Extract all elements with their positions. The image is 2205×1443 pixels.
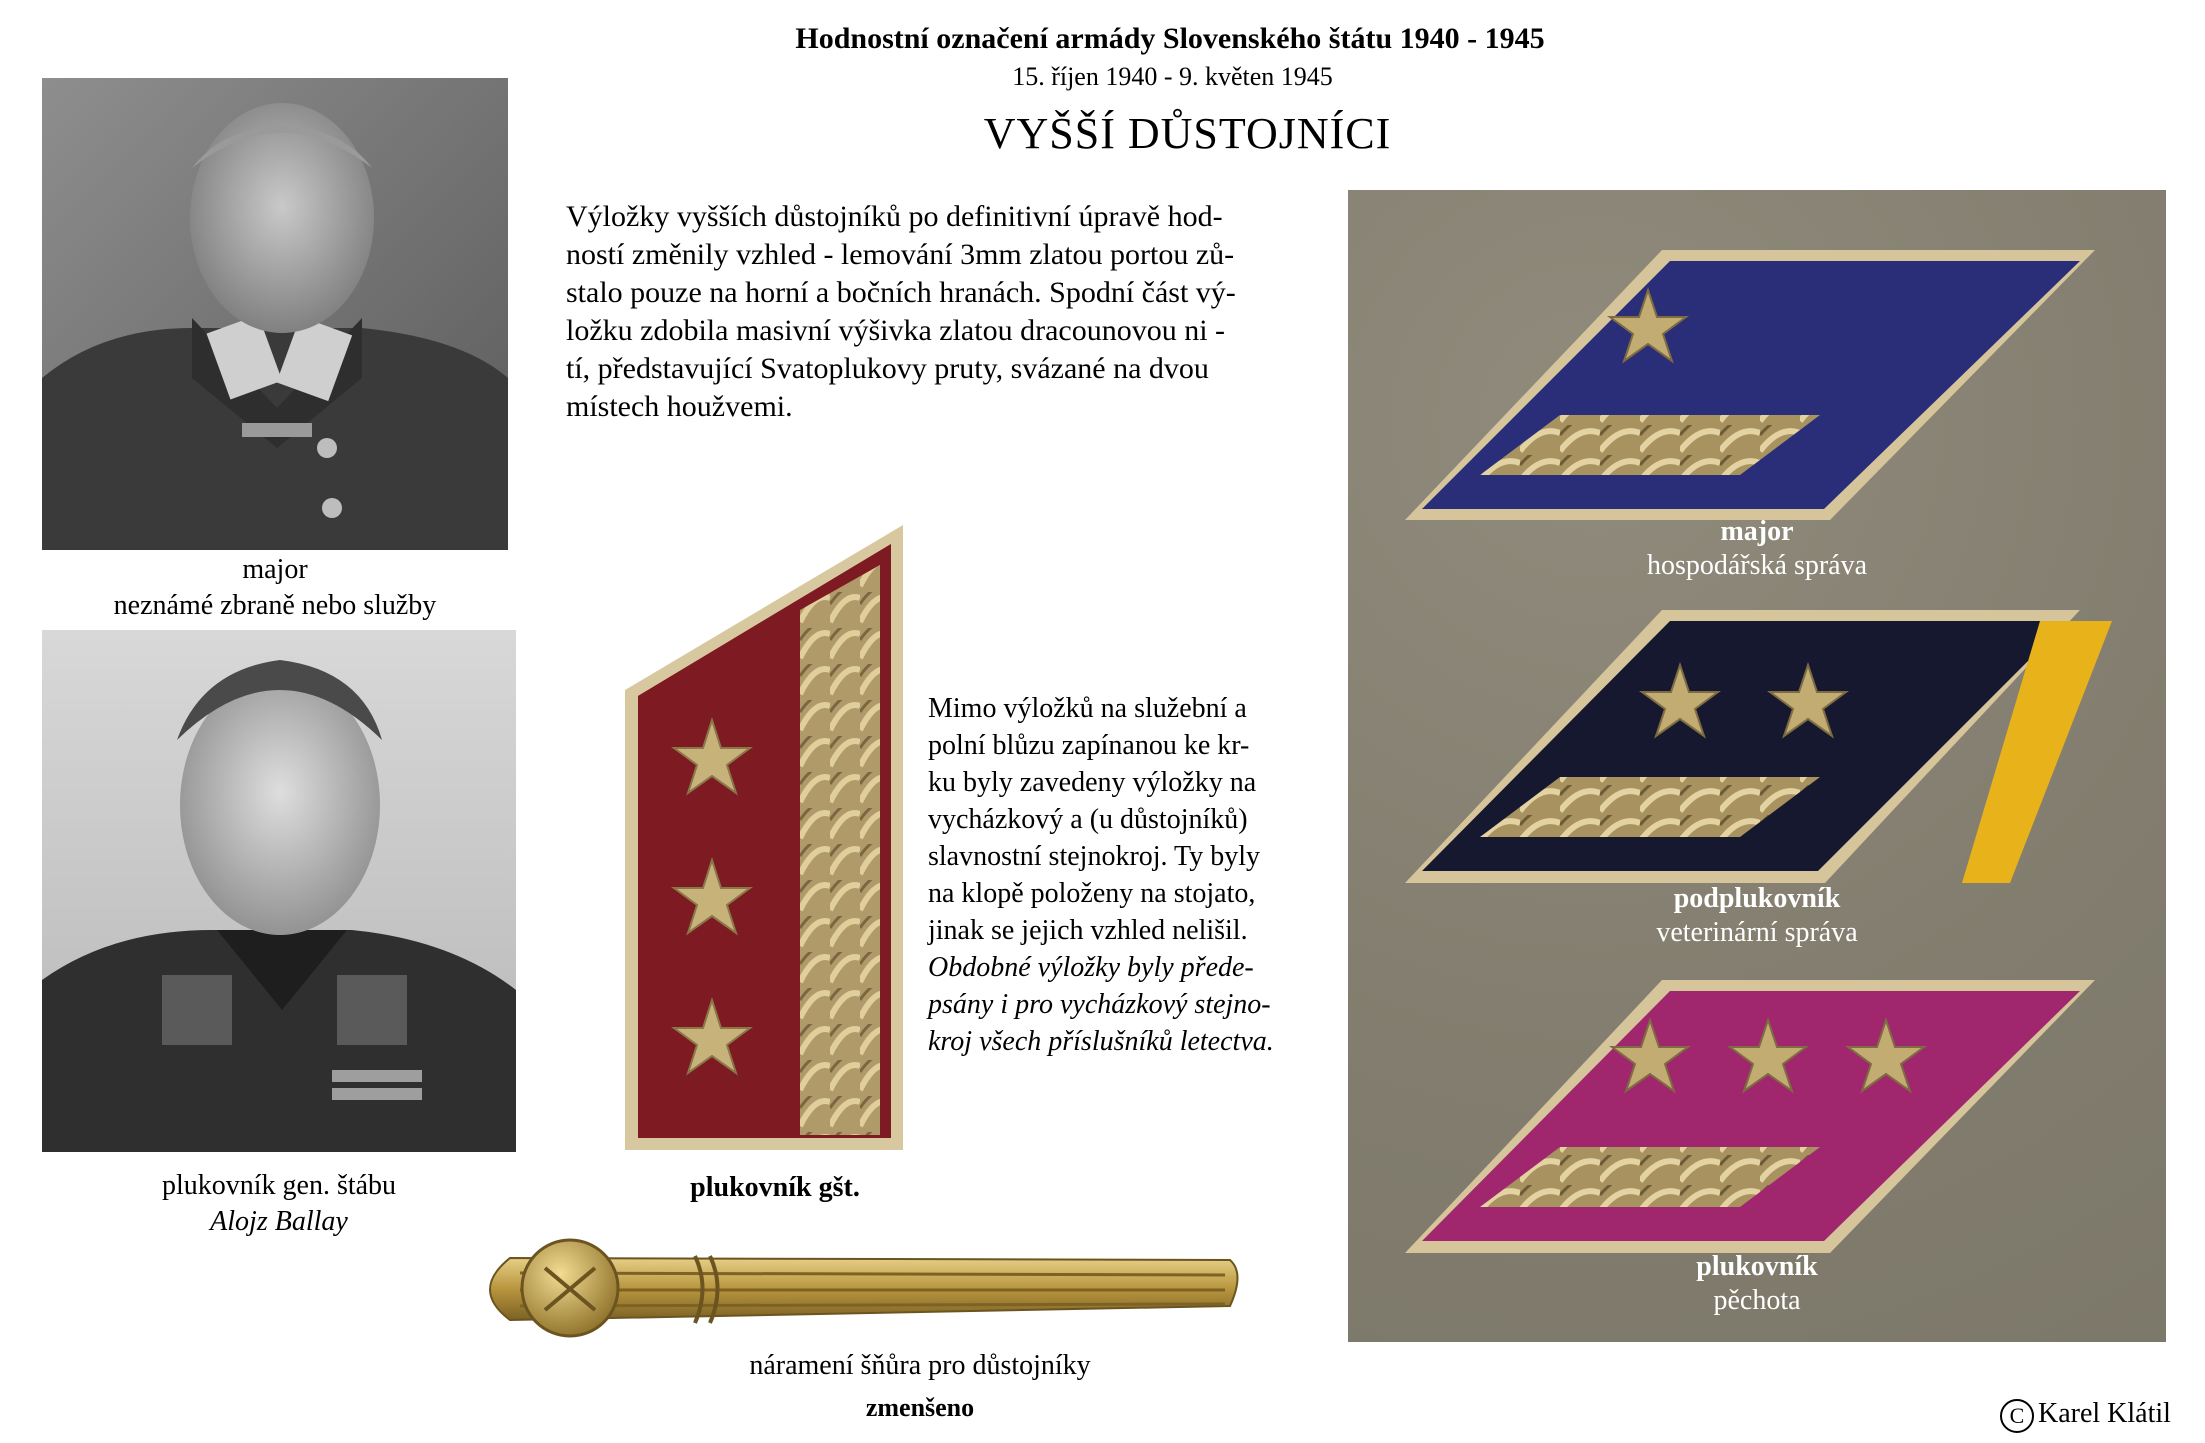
patch-podplukovnik-caption	[1348, 882, 2166, 950]
shoulder-cord	[460, 1228, 1250, 1348]
photo-major	[42, 78, 508, 550]
mimo-line: jinak se jejich vzhled nelišil.	[928, 915, 1248, 946]
patch-plukovnik-caption	[1348, 1250, 2166, 1318]
credit	[2000, 1398, 2171, 1433]
mimo-line: polní blůzu zapínanou ke kr-	[928, 730, 1250, 761]
photo-plukovnik-caption	[42, 1168, 516, 1240]
mimo-line: na klopě položeny na stojato,	[928, 878, 1256, 909]
page-title: Hodnostní označení armády Slovenského štátu 1940 - 1945	[795, 22, 1545, 55]
intro-line: tí, představující Svatoplukovy pruty, svázané na dvou	[566, 352, 1209, 385]
photo-plukovnik-name: Alojz Ballay	[210, 1206, 348, 1237]
patch-plukovnik	[1400, 975, 2100, 1260]
mimo-italic-line: Obdobné výložky byly přede-	[928, 952, 1254, 983]
credit-name: Karel Klátil	[2038, 1398, 2171, 1429]
mimo-text	[928, 690, 1318, 1060]
photo-plukovnik-rank: plukovník gen. štábu	[161, 1170, 397, 1201]
intro-text	[566, 198, 1326, 426]
patch-podplukovnik	[1400, 605, 2120, 890]
page-dates: 15. říjen 1940 - 9. květen 1945	[1012, 62, 1333, 91]
intro-line: ložku zdobila masivní výšivka zlatou dracounovou ni -	[566, 314, 1226, 347]
copyright-icon: C	[2000, 1399, 2034, 1433]
mimo-line: Mimo výložků na služební a	[928, 693, 1247, 724]
photo-plukovnik	[42, 630, 516, 1152]
mimo-line: vycházkový a (u důstojníků)	[928, 804, 1248, 835]
patch-plukovnik-rank: plukovník	[1696, 1251, 1818, 1282]
vertical-collar-patch	[620, 520, 910, 1160]
mimo-italic-line: kroj všech příslušníků letectva.	[928, 1026, 1274, 1057]
patch-plukovnik-branch: pěchota	[1713, 1285, 1801, 1316]
mimo-italic-line: psány i pro vycházkový stejno-	[928, 989, 1271, 1020]
patch-major-caption	[1348, 515, 2166, 583]
photo-major-note: neznámé zbraně nebo služby	[113, 590, 437, 621]
intro-line: místech houžvemi.	[566, 390, 793, 423]
patch-podplukovnik-branch: veterinární správa	[1656, 917, 1858, 948]
patch-major	[1400, 245, 2100, 525]
mimo-line: ku byly zavedeny výložky na	[928, 767, 1257, 798]
photo-major-caption	[42, 552, 508, 624]
section-title: VYŠŠÍ DŮSTOJNÍCI	[983, 109, 1392, 158]
photo-major-rank: major	[242, 554, 308, 585]
mimo-line: slavnostní stejnokroj. Ty byly	[928, 841, 1260, 872]
patch-major-rank: major	[1720, 516, 1794, 547]
intro-line: stalo pouze na horní a bočních hranách. Spodní část vý-	[566, 276, 1236, 309]
intro-line: Výložky vyšších důstojníků po definitivní úpravě hod-	[566, 200, 1223, 233]
intro-line: ností změnily vzhled - lemování 3mm zlatou portou zů-	[566, 238, 1235, 271]
vertical-patch-caption: plukovník gšt.	[690, 1172, 860, 1203]
cord-note: zmenšeno	[865, 1393, 975, 1422]
patch-major-branch: hospodářská správa	[1646, 550, 1868, 581]
patch-podplukovnik-rank: podplukovník	[1673, 883, 1841, 914]
cord-caption: náramení šňůra pro důstojníky	[749, 1350, 1091, 1381]
